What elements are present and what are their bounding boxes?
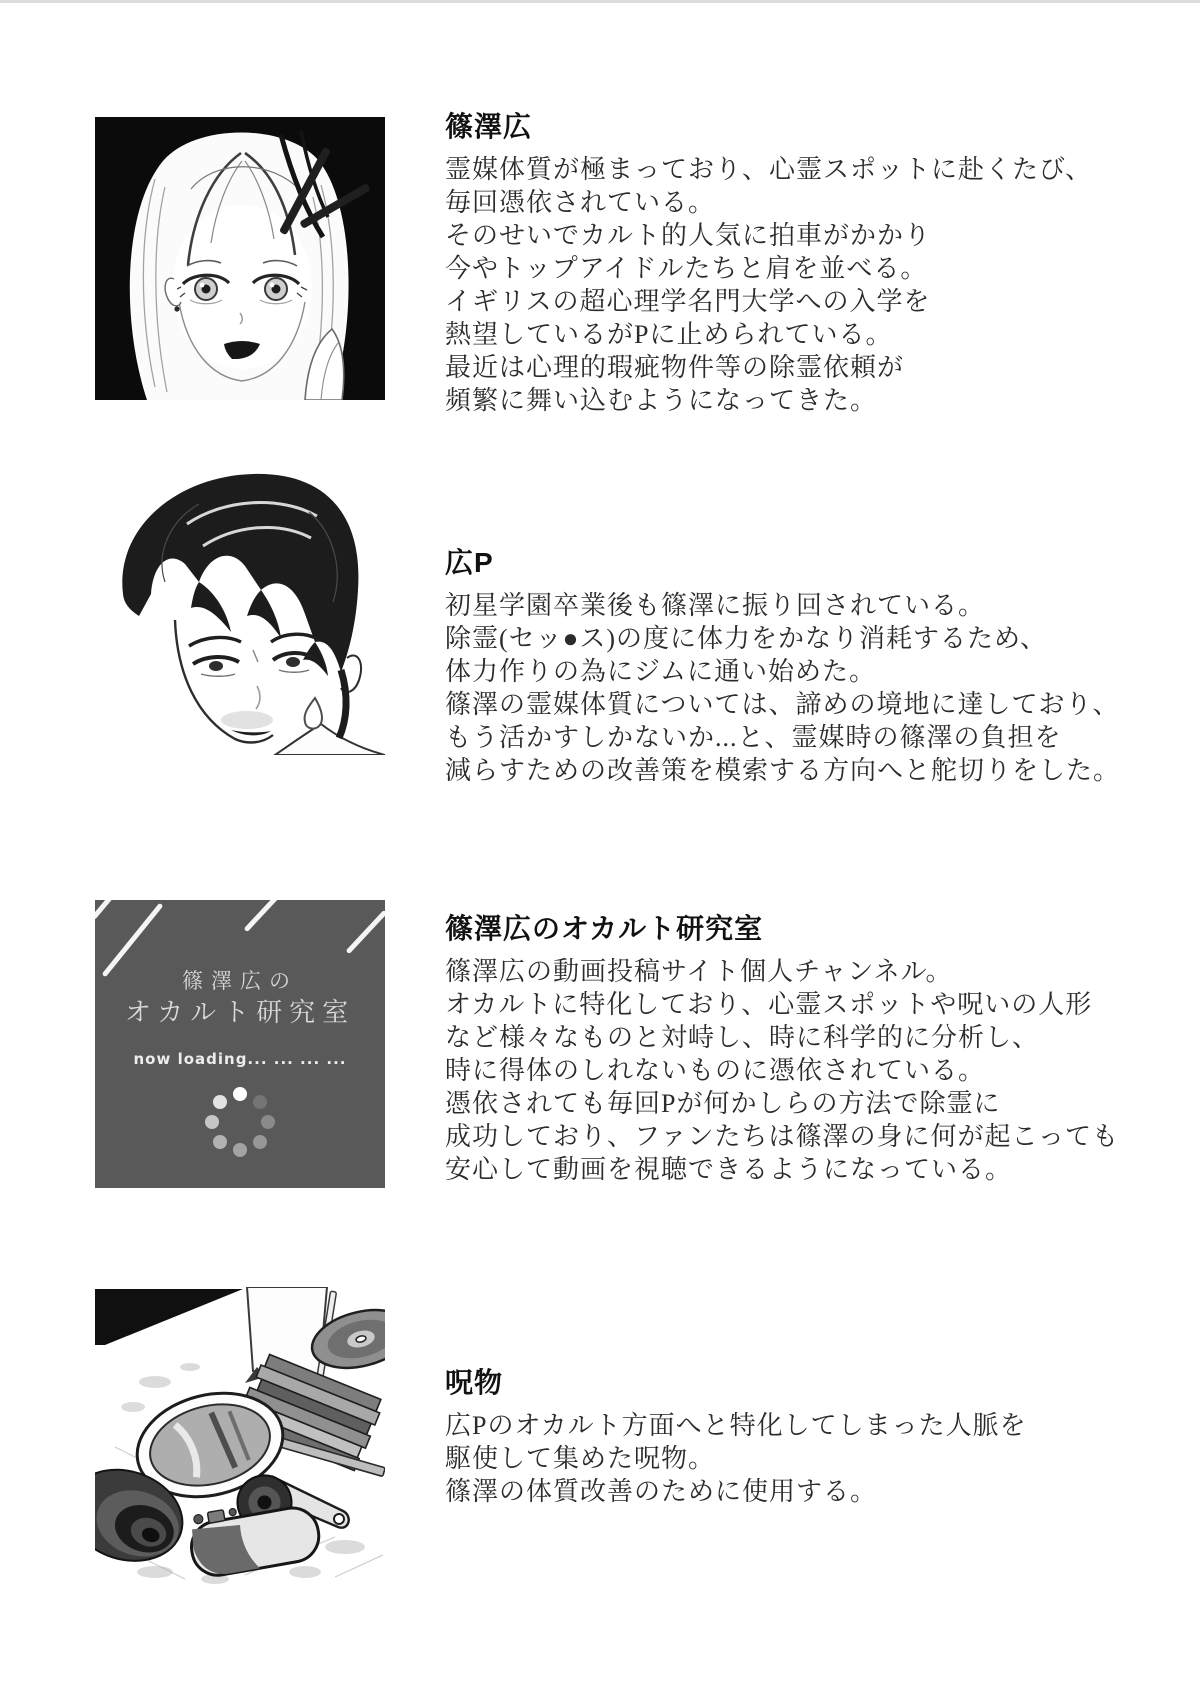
section-line: 初星学園卒業後も篠澤に振り回されている。 — [445, 591, 986, 620]
section-title: 篠澤広のオカルト研究室 — [445, 913, 764, 944]
section-line: 除霊(セッ●ス)の度に体力をかなり消耗するため、 — [445, 624, 1047, 653]
section-line: 時に得体のしれないものに憑依されている。 — [445, 1056, 986, 1085]
section-line: 減らすための改善策を模索する方向へと舵切りをした。 — [445, 756, 1121, 785]
section-title: 篠澤広 — [445, 111, 533, 142]
shinozawa-hiro-portrait-image — [95, 117, 385, 400]
section-line: 篠澤の霊媒体質については、諦めの境地に達しており、 — [445, 690, 1120, 719]
spinner-dot — [253, 1095, 267, 1109]
cursed-objects-illustration — [95, 1287, 385, 1585]
section-line: 篠澤の体質改善のために使用する。 — [445, 1477, 878, 1506]
hiro-portrait-illustration — [95, 117, 385, 400]
section-line: 毎回憑依されている。 — [445, 188, 716, 217]
spinner-dot — [213, 1095, 227, 1109]
spinner-dot — [205, 1115, 219, 1129]
section-hiro-p — [445, 546, 1165, 787]
spinner-dot — [261, 1115, 275, 1129]
spinner-dot — [233, 1143, 247, 1157]
section-line: 広Pのオカルト方面へと特化してしまった人脈を — [445, 1411, 1027, 1440]
section-line: 最近は心理的瑕疵物件等の除霊依頼が — [445, 353, 905, 382]
hiro-p-portrait-illustration — [95, 462, 385, 755]
section-line: 安心して動画を視聴できるようになっている。 — [445, 1155, 1013, 1184]
section-occult-lab — [445, 912, 1165, 1186]
section-line: イギリスの超心理学名門大学への入学を — [445, 287, 931, 316]
section-line: もう活かすしかないか...と、霊媒時の篠澤の負担を — [445, 723, 1062, 752]
hiro-p-portrait-image — [95, 462, 385, 755]
section-line: 熱望しているがPに止められている。 — [445, 320, 893, 349]
section-line: など様々なものと対峙し、時に科学的に分析し、 — [445, 1023, 1040, 1052]
section-shinozawa-hiro — [445, 110, 1165, 417]
section-title: 呪物 — [445, 1367, 504, 1398]
now-loading-text: now loading... ... ... ... — [133, 1050, 347, 1068]
section-line: そのせいでカルト的人気に拍車がかかり — [445, 221, 932, 250]
section-line: 成功しており、ファンたちは篠澤の身に何が起こっても — [445, 1122, 1119, 1151]
section-line: 頻繁に舞い込むようになってきた。 — [445, 386, 878, 415]
scan-edge-artifact — [0, 0, 1200, 3]
cursed-objects-image — [95, 1287, 385, 1585]
loading-card-title-line1: 篠澤広の — [182, 969, 298, 993]
section-line: 篠澤広の動画投稿サイト個人チャンネル。 — [445, 957, 953, 986]
occult-lab-loading-card — [95, 900, 385, 1188]
spinner-dot — [233, 1087, 247, 1101]
section-line: オカルトに特化しており、心霊スポットや呪いの人形 — [445, 990, 1093, 1019]
section-line: 憑依されても毎回Pが何かしらの方法で除霊に — [445, 1089, 1001, 1118]
section-cursed-objects — [445, 1366, 1165, 1508]
section-line: 霊媒体質が極まっており、心霊スポットに赴くたび、 — [445, 155, 1092, 184]
section-line: 駆使して集めた呪物。 — [445, 1444, 716, 1473]
loading-card-title-line2: オカルト研究室 — [124, 998, 356, 1027]
loading-spinner-icon — [95, 900, 385, 1188]
spinner-dot — [253, 1135, 267, 1149]
section-title: 広P — [445, 547, 494, 578]
spinner-dot — [213, 1135, 227, 1149]
section-line: 体力作りの為にジムに通い始めた。 — [445, 657, 876, 686]
section-line: 今やトップアイドルたちと肩を並べる。 — [445, 254, 928, 283]
